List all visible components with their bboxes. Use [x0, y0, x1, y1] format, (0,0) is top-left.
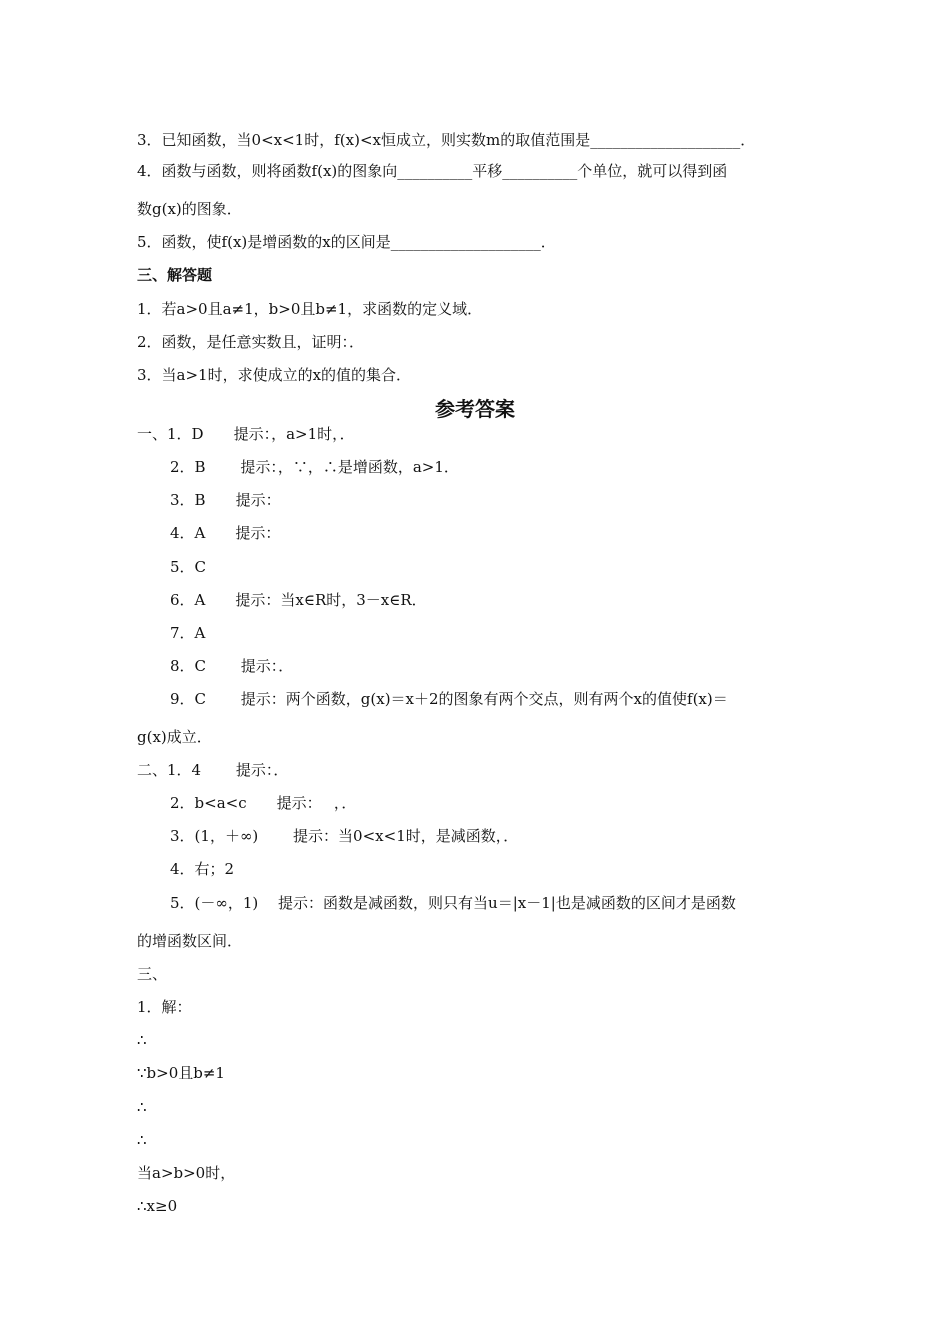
answer-1-3: 3．B 提示： — [170, 491, 281, 509]
fill-blank-q4-line2: 数g(x)的图象． — [137, 200, 242, 218]
answer-1-5: 5．C — [170, 558, 207, 576]
fill-blank-q5: 5．函数，使f(x)是增函数的x的区间是____________________． — [137, 233, 556, 251]
answer-3-label: 三、 — [137, 965, 168, 983]
answers-title: 参考答案 — [435, 397, 515, 421]
section-heading-solutions: 三、解答题 — [137, 266, 213, 284]
answer-2-1: 二、1．4 提示：． — [137, 761, 289, 779]
solution-q3: 3．当a>1时，求使成立的x的值的集合． — [137, 366, 412, 384]
fill-blank-q3: 3．已知函数，当0<x<1时，f(x)<x恒成立，则实数m的取值范围是____________________． — [137, 131, 756, 149]
fill-blank-q4-line1: 4．函数与函数，则将函数f(x)的图象向__________平移__________个单位，就可以得到函 — [137, 162, 728, 180]
answer-2-5-line1: 5．(－∞，1) 提示：函数是减函数，则只有当u＝|x－1|也是减函数的区间才是函数 — [170, 894, 736, 912]
answer-1-7: 7．A — [170, 624, 206, 642]
answer-3-line7: ∴x≥0 — [137, 1197, 178, 1215]
answer-1-8: 8．C 提示：． — [170, 657, 294, 675]
answer-1-4: 4．A 提示： — [170, 524, 281, 542]
answer-2-3: 3．(1，＋∞) 提示：当0<x<1时，是减函数，． — [170, 827, 519, 845]
answer-3-line2: ∴ — [137, 1031, 147, 1049]
solution-q2: 2．函数，是任意实数且，证明：． — [137, 333, 365, 351]
answer-1-9-line2: g(x)成立． — [137, 728, 212, 746]
answer-2-4: 4．右；2 — [170, 860, 235, 878]
answer-3-line3: ∵b>0且b≠1 — [137, 1064, 225, 1082]
answer-3-line5: ∴ — [137, 1131, 147, 1149]
answer-1-2: 2．B 提示：，∵，∴是增函数，a>1． — [170, 458, 459, 476]
answer-1-6: 6．A 提示：当x∈R时，3－x∈R． — [170, 591, 427, 609]
answer-1-1: 一、1．D 提示：，a>1时，． — [137, 425, 355, 443]
solution-q1: 1．若a>0且a≠1，b>0且b≠1，求函数的定义域． — [137, 300, 483, 318]
answer-2-2: 2．b<a<c 提示： ，． — [170, 794, 357, 812]
answer-2-5-line2: 的增函数区间． — [137, 932, 243, 950]
answer-3-line1: 1．解： — [137, 998, 192, 1016]
answer-3-line4: ∴ — [137, 1098, 147, 1116]
answer-1-9-line1: 9．C 提示：两个函数，g(x)＝x＋2的图象有两个交点，则有两个x的值使f(x)＝ — [170, 690, 728, 708]
answer-3-line6: 当a>b>0时， — [137, 1164, 236, 1182]
